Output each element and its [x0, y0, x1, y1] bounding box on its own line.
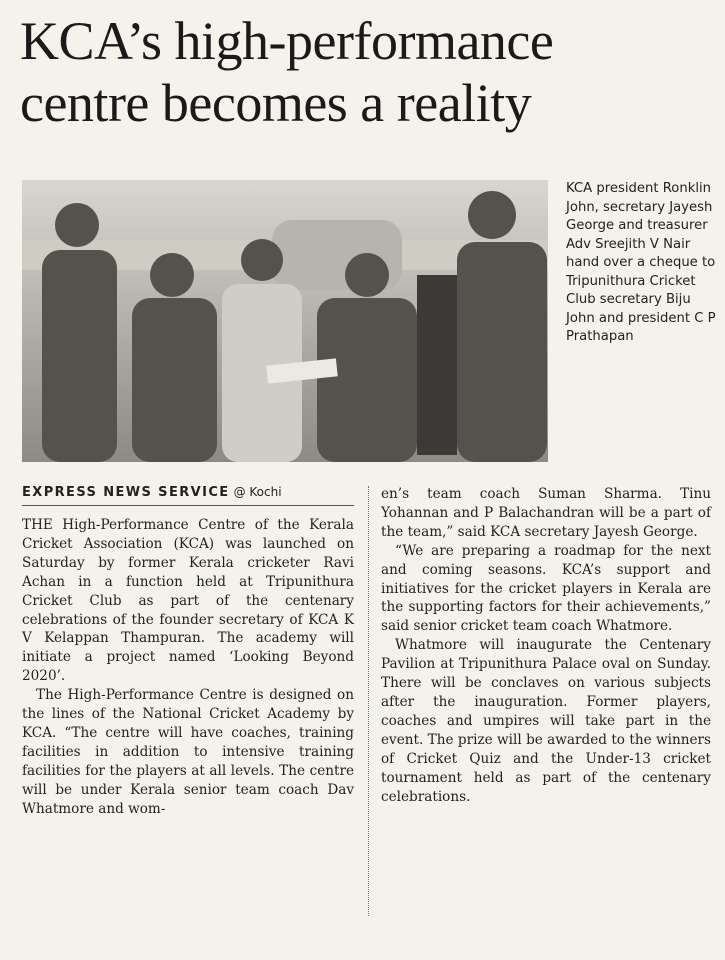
article-paragraph: en’s team coach Suman Sharma. Tinu Yohannan and P Balachandran will be a part of the team,” said KCA secretary Jayesh George.: [381, 486, 711, 540]
byline: [22, 485, 354, 506]
news-photo: [22, 180, 548, 462]
article-paragraph: THE High-Performance Centre of the Kerala Cricket Association (KCA) was launched on Saturday by former Kerala cricketer Ravi Achan in a function held at Tripunithura Cricket Club as part of the centenary celebrations of the founder secretary of KCA K V Kelappan Thampuran. The academy will initiate a project named ‘Looking Beyond 2020’.: [22, 517, 354, 685]
headline-line-2: centre becomes a reality: [20, 73, 532, 133]
byline-dateline: @ Kochi: [233, 485, 282, 499]
article-column-right: [381, 485, 711, 806]
byline-service: EXPRESS NEWS SERVICE: [22, 485, 230, 500]
headline-line-1: KCA’s high-performance: [20, 11, 554, 71]
article-paragraph: “We are preparing a roadmap for the next and coming seasons. KCA’s support and initiatives for the cricket players in Kerala are the supporting factors for their achievements,” said senior cricket team coach Whatmore.: [381, 542, 711, 635]
headline: [20, 10, 710, 134]
article-column-left: [22, 485, 354, 819]
article-paragraph: Whatmore will inaugurate the Centenary Pavilion at Tripunithura Palace oval on Sunday. There will be conclaves on various subjects after the inauguration. Former players, coaches and umpires will take part in the event. The prize will be awarded to the winners of Cricket Quiz and the Under-13 cricket tournament held as part of the centenary celebrations.: [381, 637, 711, 805]
column-divider: [368, 486, 369, 916]
article-paragraph: The High-Performance Centre is designed on the lines of the National Cricket Academy by KCA. “The centre will have coaches, training facilities in addition to intensive training facilities for the players at all levels. The centre will be under Kerala senior team coach Dav Whatmore and wom-: [22, 687, 354, 817]
photo-caption: KCA president Ronklin John, secretary Jayesh George and treasurer Adv Sreejith V Nair hand over a cheque to Tripunithura Cricket Club secretary Biju John and president C P Prathapan: [566, 181, 716, 344]
